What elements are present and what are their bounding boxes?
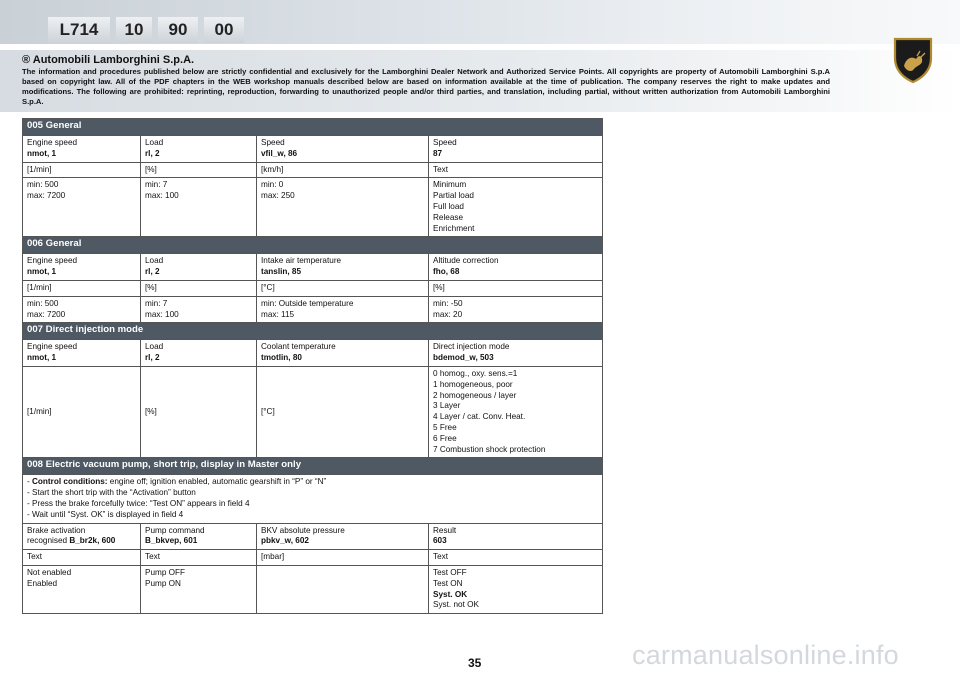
- table-row-values: [23, 565, 603, 613]
- table-row-units: [23, 162, 603, 178]
- range-cell: min: Outside temperature max: 115: [257, 296, 429, 323]
- section-header-006: [23, 237, 603, 254]
- mode-list-cell: 0 homog., oxy. sens.=1 1 homogeneous, poor 2 homogeneous / layer 3 Layer 4 Layer / cat. Conv. Heat. 5 Free 6 Free 7 Combustion shock protection: [429, 366, 603, 457]
- range-cell: min: 0 max: 250: [257, 178, 429, 237]
- watermark: carmanualsonline.info: [632, 640, 899, 670]
- field-cell: Load rl, 2: [141, 254, 257, 281]
- field-cell: Pump command B_bkvep, 601: [141, 523, 257, 550]
- code-item: 00: [204, 17, 244, 43]
- code-subgroup: 90: [158, 17, 198, 43]
- unit-cell: [%]: [429, 280, 603, 296]
- section-title: 006 General: [23, 237, 603, 254]
- unit-cell: Text: [429, 550, 603, 566]
- table-row-units: [23, 280, 603, 296]
- section-title: 005 General: [23, 119, 603, 136]
- section-header-008: [23, 458, 603, 475]
- table-row-fields: [23, 523, 603, 550]
- table-row-fields: [23, 136, 603, 163]
- range-cell: min: -50 max: 20: [429, 296, 603, 323]
- range-cell: min: 500 max: 7200: [23, 296, 141, 323]
- unit-cell: Text: [429, 162, 603, 178]
- unit-cell: [mbar]: [257, 550, 429, 566]
- section-title: 007 Direct injection mode: [23, 323, 603, 340]
- field-cell: Load rl, 2: [141, 340, 257, 367]
- field-cell: Intake air temperature tanslin, 85: [257, 254, 429, 281]
- value-cell: [257, 565, 429, 613]
- section-header-005: [23, 119, 603, 136]
- unit-cell: [1/min]: [23, 162, 141, 178]
- field-cell: Brake activation recognised B_br2k, 600: [23, 523, 141, 550]
- table-row-ranges: [23, 296, 603, 323]
- measured-value-blocks: [22, 118, 602, 614]
- page-number: 35: [468, 656, 482, 670]
- unit-cell: [1/min]: [23, 280, 141, 296]
- field-cell: Speed 87: [429, 136, 603, 163]
- field-cell: Result 603: [429, 523, 603, 550]
- code-group: 10: [116, 17, 152, 43]
- unit-cell: Text: [23, 550, 141, 566]
- copyright-title: ® Automobili Lamborghini S.p.A.: [22, 54, 195, 66]
- table-row-fields: [23, 254, 603, 281]
- spec-table: [22, 118, 603, 614]
- field-cell: Direct injection mode bdemod_w, 503: [429, 340, 603, 367]
- range-cell: min: 500 max: 7200: [23, 178, 141, 237]
- unit-cell: Text: [141, 550, 257, 566]
- range-cell: min: 7 max: 100: [141, 296, 257, 323]
- range-cell: Minimum Partial load Full load Release Enrichment: [429, 178, 603, 237]
- range-cell: min: 7 max: 100: [141, 178, 257, 237]
- table-row-fields: [23, 340, 603, 367]
- section-title: 008 Electric vacuum pump, short trip, display in Master only: [23, 458, 603, 475]
- value-cell: Test OFF Test ON Syst. OK Syst. not OK: [429, 565, 603, 613]
- field-cell: BKV absolute pressure pbkv_w, 602: [257, 523, 429, 550]
- table-row-units: [23, 550, 603, 566]
- unit-cell: [%]: [141, 162, 257, 178]
- unit-cell: [1/min]: [23, 366, 141, 457]
- document-code: [48, 17, 244, 43]
- field-cell: Altitude correction fho, 68: [429, 254, 603, 281]
- unit-cell: [°C]: [257, 280, 429, 296]
- value-cell: Not enabled Enabled: [23, 565, 141, 613]
- code-model: L714: [48, 17, 110, 43]
- field-cell: Engine speed nmot, 1: [23, 340, 141, 367]
- copyright-notice: [22, 54, 830, 107]
- section-header-007: [23, 323, 603, 340]
- field-cell: Engine speed nmot, 1: [23, 254, 141, 281]
- lamborghini-logo-icon: [892, 36, 934, 84]
- unit-cell: [%]: [141, 280, 257, 296]
- unit-cell: [km/h]: [257, 162, 429, 178]
- field-cell: Load rl, 2: [141, 136, 257, 163]
- unit-cell: [%]: [141, 366, 257, 457]
- table-row-modes: [23, 366, 603, 457]
- table-row-ranges: [23, 178, 603, 237]
- control-conditions: - Control conditions: engine off; ignition enabled, automatic gearshift in “P” or “N” - Start the short trip with the “Activation” button - Press the brake forcefully twice: “Test ON” appears in field 4 - Wait until “Syst. OK” is displayed in field 4: [23, 475, 603, 523]
- field-cell: Speed vfil_w, 86: [257, 136, 429, 163]
- unit-cell: [°C]: [257, 366, 429, 457]
- copyright-text: The information and procedures published below are strictly confidential and exclusively for the Lamborghini Dealer Network and Authorized Service Points. All copyrights are property of Automobili Lamborghini S.p.A based on copyright law. All of the PDF chapters in the WEB workshop manuals described below are based on information available at the time of publication. The company reserves the right to make updates and modifications. The following are prohibited: reprinting, reproduction, forwarding to unauthorized people and/or third parties, and translation, including partial, without written authorization from Automobili Lamborghini S.p.A.: [22, 67, 830, 106]
- field-cell: Engine speed nmot, 1: [23, 136, 141, 163]
- field-cell: Coolant temperature tmotlin, 80: [257, 340, 429, 367]
- value-cell: Pump OFF Pump ON: [141, 565, 257, 613]
- table-row-conditions: [23, 475, 603, 523]
